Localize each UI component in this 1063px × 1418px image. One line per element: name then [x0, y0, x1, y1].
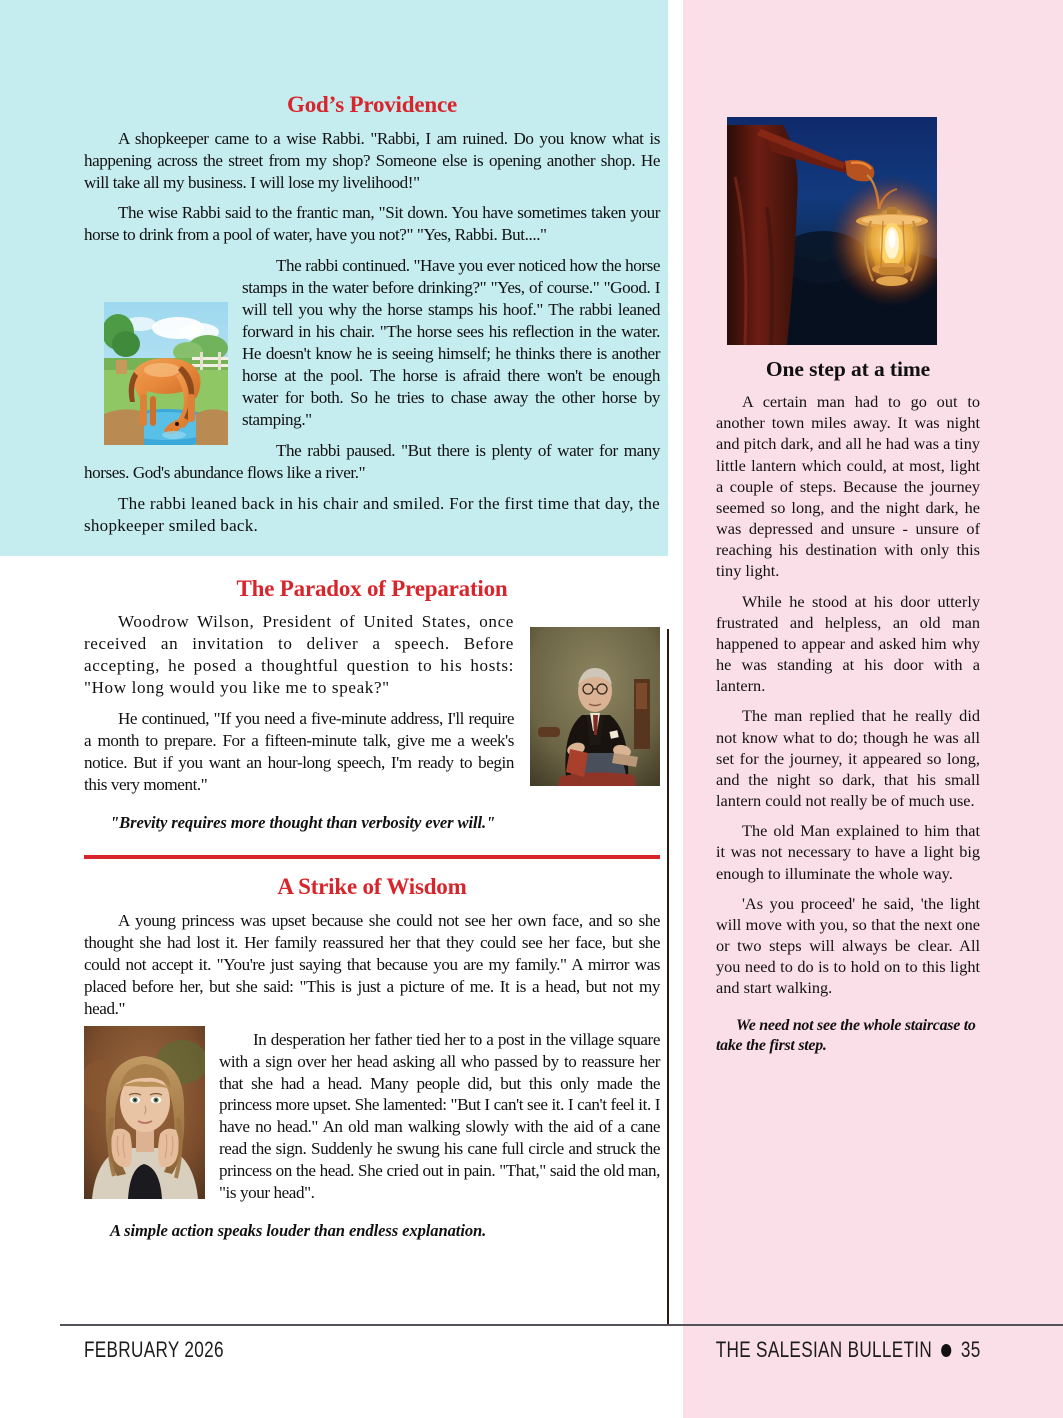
pensive-girl-photo — [84, 1026, 205, 1199]
paragraph: A certain man had to go out to another town miles away. It was night and pitch dark, and all he had was a tiny little lantern which could, at most, light a couple of steps. Because the journey seemed so long, and the night dark, he was depressed and unsure - unsure of reaching his destination with only this tiny light. — [716, 392, 980, 581]
section-moral: A simple action speaks louder than endless explanation. — [110, 1221, 487, 1241]
footer-horizontal-rule — [60, 1324, 1063, 1326]
section-heading-gods-providence: God’s Providence — [287, 92, 457, 117]
paragraph: A young princess was upset because she could not see her own face, and so she thought she had lost it. Her family reassured her that they could see her face, but she could not accept it. "You're just saying that because you are my family." A mirror was placed before her, but she said: "This is just a picture of me. It is a head, but not my head." — [84, 910, 660, 1018]
paragraph: The rabbi paused. "But there is plenty of water for many horses. God's abundance flows like a river." — [84, 440, 660, 482]
horse-drinking-illustration — [104, 302, 228, 445]
pensive-girl-photo-svg — [84, 1026, 205, 1199]
footer-publication-name: THE SALESIAN BULLETIN — [716, 1337, 933, 1362]
section-moral: We need not see the whole staircase to take the first step. — [716, 1016, 976, 1054]
woodrow-wilson-portrait — [530, 627, 660, 786]
footer-page-number: 35 — [961, 1337, 981, 1362]
column-divider-rule — [667, 629, 669, 1326]
bullet-dot-icon — [942, 1344, 952, 1357]
paragraph: 'As you proceed' he said, 'the light will move with you, so that the next one or two steps will always be clear. All you need to do is to hold on to this light and start walking. — [716, 893, 980, 998]
paragraph: The rabbi leaned back in his chair and smiled. For the first time that day, the shopkeeper smiled back. — [84, 493, 660, 535]
section-heading-paradox-of-preparation: The Paradox of Preparation — [236, 575, 508, 601]
section-moral: "Brevity requires more thought than verbosity ever will." — [110, 813, 496, 833]
paragraph: The old Man explained to him that it was not necessary to have a light big enough to illuminate the whole way. — [716, 821, 980, 883]
footer-publication-block — [716, 1337, 981, 1363]
paragraph: The man replied that he really did not know what to do; though he was all set for the journey, it appeared so long, and the night so dark, that his small lantern could not really be of much use. — [716, 706, 980, 811]
section-heading-one-step-at-a-time: One step at a time — [765, 357, 931, 381]
section-heading-strike-of-wisdom: A Strike of Wisdom — [277, 874, 467, 900]
lantern-night-svg — [727, 117, 937, 345]
paragraph: Woodrow Wilson, President of United States, once received an invitation to deliver a speech. Before accepting, he posed a thoughtful question to his hosts: "How long would you like me to speak?" — [84, 612, 514, 698]
horse-drinking-svg — [104, 302, 228, 445]
footer-issue-date: FEBRUARY 2026 — [84, 1337, 224, 1362]
right-column — [716, 0, 980, 1056]
paragraph: The rabbi continued. "Have you ever noticed how the horse stamps in the water before drinking?" "Yes, of course." "Good. I will tell you why the horse stamps his hoof." The rabbi leaned forward in his chair. "The horse sees his reflection in the water. He doesn't know he is seeing himself; he thinks there is another horse at the pool. The horse is afraid there won't be enough water for both. So he tries to chase away the other horse by stamping." — [242, 256, 660, 430]
paragraph: The wise Rabbi said to the frantic man, "Sit down. You have sometimes taken your horse to drink from a pool of water, have you not?" "Yes, Rabbi. But...." — [84, 203, 660, 245]
paragraph: In desperation her father tied her to a post in the village square with a sign over her head asking all who passed by to reassure her that she had a head. Many people did, but this only made the princess more upset. She lamented: "But I can't see it. I can't feel it. I have no head." An old man walking slowly with the aid of a cane read the sign. Suddenly he swung his cane full circle and struck the princess on the head. She cried out in pain. "That," said the old man, "is your head". — [219, 1029, 660, 1203]
paragraph: He continued, "If you need a five-minute address, I'll require a month to prepare. For a fifteen-minute talk, give me a week's notice. But if you want an hour-long speech, I'm ready to begin this very moment." — [84, 709, 514, 795]
woodrow-wilson-portrait-svg — [530, 627, 660, 786]
paragraph: While he stood at his door utterly frustrated and helpless, an old man happened to appear and asked him why he was standing at his door with a lantern. — [716, 591, 980, 696]
hand-holding-lantern-at-night — [727, 117, 937, 345]
paragraph: A shopkeeper came to a wise Rabbi. "Rabbi, I am ruined. Do you know what is happening across the street from my shop? Someone else is opening another shop. He will take all my business. I will lose my livelihood!" — [84, 128, 660, 192]
left-column — [84, 0, 660, 1320]
